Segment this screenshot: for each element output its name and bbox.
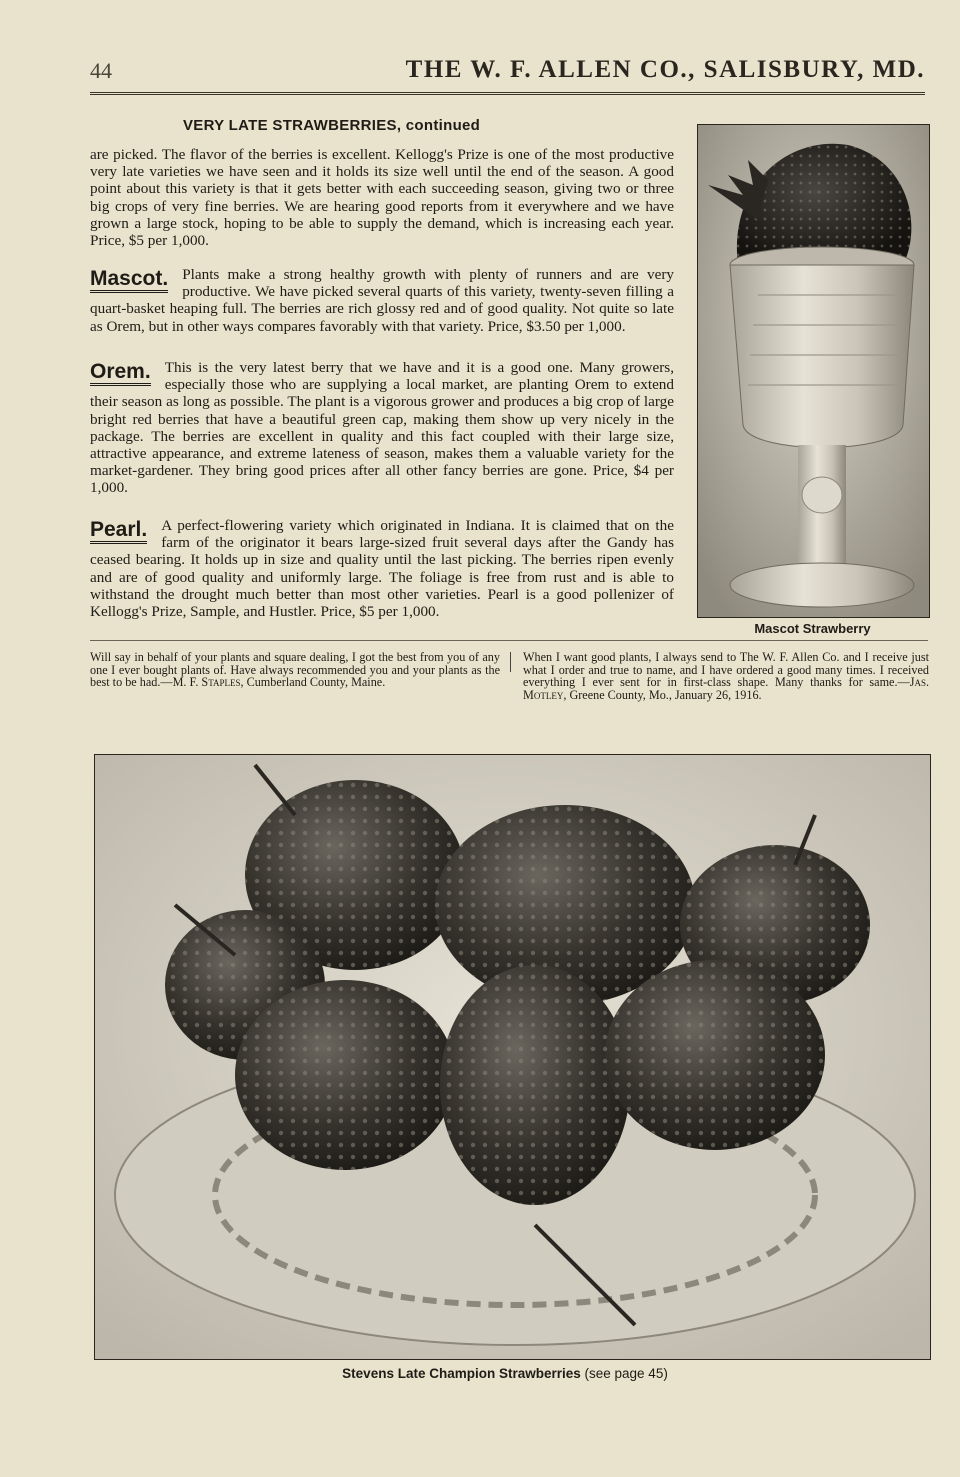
caption-title: Stevens Late Champion Strawberries xyxy=(342,1366,581,1381)
section-title: VERY LATE STRAWBERRIES, continued xyxy=(183,117,481,134)
variety-description: This is the very latest berry that we have and it is a good one. Many growers, especially those who are supplying a local market, are planting Orem to extend their season as long as possible. The plant is a vigorous grower and produces a big crop of large bright red berries that have a beautiful green cap, making them show up very nicely in the package. The berries are excellent in quality and this fact coupled with their large size, attractive appearance, and extreme lateness of season, makes them a valuable variety for the market-gardener. They bring good prices after all other fancy berries are gone. Price, $4 per 1,000. xyxy=(90,359,674,497)
testimonial-place: Greene County, Mo., January 26, 1916. xyxy=(569,687,762,702)
variety-mascot xyxy=(90,266,674,335)
variety-name: Mascot. xyxy=(90,266,168,293)
strawberry-glass-illustration xyxy=(698,125,929,617)
page-header xyxy=(90,58,925,92)
header-title: THE W. F. ALLEN CO., SALISBURY, MD. xyxy=(405,56,925,83)
mascot-photo-caption: Mascot Strawberry xyxy=(754,621,871,636)
variety-pearl xyxy=(90,517,674,620)
testimonial-place: Cumberland County, Maine. xyxy=(246,675,386,690)
testimonial-author: M. F. Staples, xyxy=(172,675,244,690)
champion-photo-caption xyxy=(0,1366,960,1381)
variety-name: Orem. xyxy=(90,359,151,386)
page-number: 44 xyxy=(90,58,112,83)
section-divider xyxy=(90,640,928,641)
testimonial-divider xyxy=(510,652,511,672)
header-rule xyxy=(90,92,925,95)
testimonial-text: Will say in behalf of your plants and square dealing, I got the best from you of any one I ever bought plants of. Have always recommended you and your plants as the best to be had.— xyxy=(90,650,500,690)
testimonial-motley xyxy=(523,651,929,701)
caption-note: (see page 45) xyxy=(584,1366,668,1381)
testimonial-author: Jas. Motley, xyxy=(523,675,929,702)
testimonial-staples xyxy=(90,651,500,689)
stevens-late-champion-photo xyxy=(94,754,931,1360)
testimonial-text: When I want good plants, I always send to The W. F. Allen Co. and I receive just what I order and true to name, and I have ordered a good many times. I received everything I ever sent for in first-class shape. Many thanks for same.— xyxy=(523,650,929,690)
intro-text: are picked. The flavor of the berries is excellent. Kellogg's Prize is one of the most productive very late varieties we have seen and it holds its size well until the end of the season. A good point about this variety is that it gets better with each succeeding season, giving two or three big crops of very fine berries. We are hearing good reports from it everywhere and we have grown a large stock, hoping to be able to supply the demand, which is increasing each year. Price, $5 per 1,000. xyxy=(90,146,674,250)
variety-name: Pearl. xyxy=(90,517,147,544)
variety-orem xyxy=(90,359,674,497)
variety-description: Plants make a strong healthy growth with plenty of runners and are very productive. We have picked several quarts of this variety, twenty-seven filling a quart-basket heaping full. The berries are rich glossy red and of good quality. Not quite so late as Orem, but in other ways compares favorably with that variety. Price, $3.50 per 1,000. xyxy=(90,266,674,335)
variety-description: A perfect-flowering variety which originated in Indiana. It is claimed that on the farm of the originator it bears large-sized fruit several days after the Gandy has ceased bearing. It holds up in size and quality until the last picking. The berries ripen evenly and are of good quality and uniformly large. The foliage is free from rust and is able to withstand the drought much better than most other varieties. Pearl is a good pollenizer of Kellogg's Prize, Sample, and Hustler. Price, $5 per 1,000. xyxy=(90,517,674,621)
strawberry-bowl-illustration xyxy=(95,755,930,1359)
mascot-strawberry-photo xyxy=(697,124,930,618)
intro-paragraph xyxy=(90,146,674,249)
